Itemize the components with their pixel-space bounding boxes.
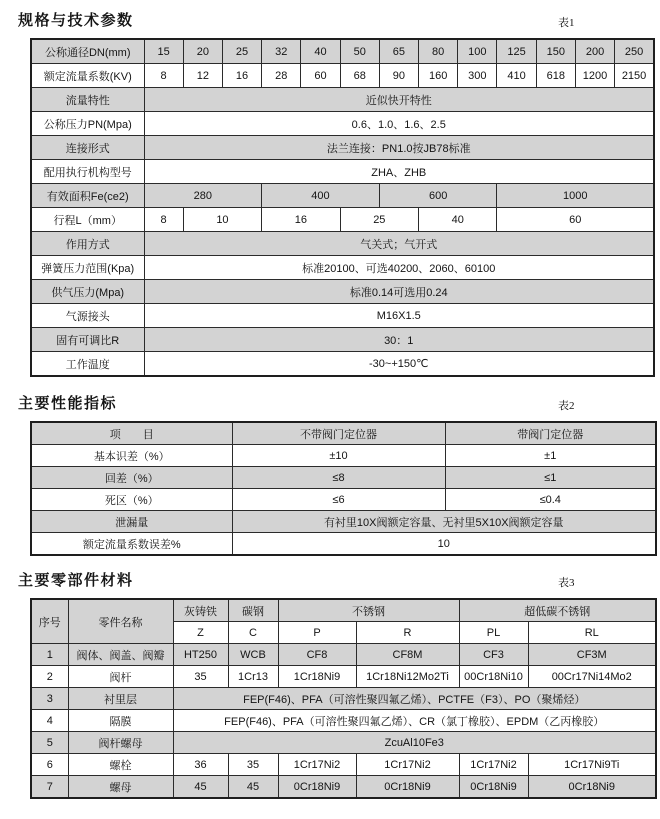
- table-row: [31, 776, 656, 799]
- data-cell: 10: [232, 533, 656, 556]
- row-label-cell: 作用方式: [31, 232, 144, 256]
- row-label-cell: 泄漏量: [31, 511, 232, 533]
- data-cell: 10: [183, 208, 261, 232]
- table-row: [31, 184, 654, 208]
- row-label-cell: 固有可调比R: [31, 328, 144, 352]
- data-cell: 0Cr18Ni9: [356, 776, 459, 799]
- row-label-cell: 流量特性: [31, 88, 144, 112]
- data-cell: 碳钢: [228, 599, 278, 622]
- row-label-cell: 工作温度: [31, 352, 144, 377]
- data-cell: 300: [458, 64, 497, 88]
- row-label-cell: 有效面积Fe(ce2): [31, 184, 144, 208]
- data-cell: 标准0.14可选用0.24: [144, 280, 654, 304]
- data-cell: 90: [379, 64, 418, 88]
- data-cell: FEP(F46)、PFA（可溶性聚四氟乙烯）、PCTFE（F3）、PO（聚烯烃）: [173, 688, 656, 710]
- data-cell: 618: [536, 64, 575, 88]
- data-cell: 标准20100、可选40200、2060、60100: [144, 256, 654, 280]
- data-cell: 隔膜: [68, 710, 173, 732]
- data-cell: 阀杆: [68, 666, 173, 688]
- table-number-label-2: 表2: [558, 400, 575, 412]
- row-label-cell: 3: [31, 688, 68, 710]
- data-cell: 1Cr17Ni9Ti: [528, 754, 656, 776]
- row-label-cell: 序号: [31, 599, 68, 644]
- data-cell: 28: [262, 64, 301, 88]
- data-cell: 1Cr17Ni2: [356, 754, 459, 776]
- row-label-cell: 额定流量系数误差%: [31, 533, 232, 556]
- data-cell: 20: [183, 39, 222, 64]
- data-cell: 150: [536, 39, 575, 64]
- table-row: [31, 489, 656, 511]
- data-cell: 近似快开特性: [144, 88, 654, 112]
- data-cell: 1Cr13: [228, 666, 278, 688]
- section-title-materials: 主要零部件材料: [18, 572, 134, 589]
- data-cell: 30：1: [144, 328, 654, 352]
- data-cell: 有衬里10X阀额定容量、无衬里5X10X阀额定容量: [232, 511, 656, 533]
- data-cell: 68: [340, 64, 379, 88]
- row-label-cell: 项 目: [31, 422, 232, 445]
- data-cell: 410: [497, 64, 536, 88]
- data-cell: 0Cr18Ni9: [528, 776, 656, 799]
- table-row: [31, 88, 654, 112]
- data-cell: 35: [173, 666, 228, 688]
- data-cell: 36: [173, 754, 228, 776]
- table-row: [31, 422, 656, 445]
- table-row: [31, 445, 656, 467]
- data-cell: 35: [228, 754, 278, 776]
- table-row: [31, 533, 656, 556]
- data-cell: 60: [497, 208, 654, 232]
- table-row: [31, 112, 654, 136]
- materials-table: [30, 598, 657, 799]
- table-row: [31, 64, 654, 88]
- section-materials-title-row: [18, 570, 660, 592]
- table-number-label-1: 表1: [558, 17, 575, 29]
- data-cell: 阀杆螺母: [68, 732, 173, 754]
- table-number-label-3: 表3: [558, 577, 575, 589]
- data-cell: 400: [262, 184, 380, 208]
- section-title-specs: 规格与技术参数: [18, 12, 134, 29]
- data-cell: 超低碳不锈钢: [459, 599, 656, 622]
- data-cell: ZHA、ZHB: [144, 160, 654, 184]
- data-cell: CF3M: [528, 644, 656, 666]
- data-cell: 8: [144, 64, 183, 88]
- data-cell: ≤0.4: [445, 489, 656, 511]
- row-label-cell: 气源接头: [31, 304, 144, 328]
- table-row: [31, 136, 654, 160]
- table-row: [31, 710, 656, 732]
- data-cell: 125: [497, 39, 536, 64]
- row-label-cell: 2: [31, 666, 68, 688]
- data-cell: 65: [379, 39, 418, 64]
- data-cell: 不锈钢: [278, 599, 459, 622]
- data-cell: CF3: [459, 644, 528, 666]
- data-cell: 00Cr18Ni10: [459, 666, 528, 688]
- data-cell: ≤8: [232, 467, 445, 489]
- data-cell: 1Cr17Ni2: [278, 754, 356, 776]
- table-row: [31, 732, 656, 754]
- data-cell: 280: [144, 184, 262, 208]
- data-cell: 16: [262, 208, 340, 232]
- data-cell: 1000: [497, 184, 654, 208]
- row-label-cell: 1: [31, 644, 68, 666]
- data-cell: 螺栓: [68, 754, 173, 776]
- performance-table: [30, 421, 657, 556]
- table-row: [31, 39, 654, 64]
- data-cell: 00Cr17Ni14Mo2: [528, 666, 656, 688]
- table-row: [31, 160, 654, 184]
- data-cell: 衬里层: [68, 688, 173, 710]
- data-cell: ±1: [445, 445, 656, 467]
- data-cell: 8: [144, 208, 183, 232]
- table-row: [31, 754, 656, 776]
- row-label-cell: 弹簧压力范围(Kpa): [31, 256, 144, 280]
- row-label-cell: 6: [31, 754, 68, 776]
- section-specs-title-row: [18, 10, 660, 32]
- row-label-cell: 5: [31, 732, 68, 754]
- data-cell: CF8: [278, 644, 356, 666]
- data-cell: R: [356, 622, 459, 644]
- table-row: [31, 328, 654, 352]
- data-cell: ZcuAl10Fe3: [173, 732, 656, 754]
- row-label-cell: 公称压力PN(Mpa): [31, 112, 144, 136]
- table-row: [31, 644, 656, 666]
- row-label-cell: 死区（%）: [31, 489, 232, 511]
- data-cell: 25: [222, 39, 261, 64]
- data-cell: 60: [301, 64, 340, 88]
- specs-table: [30, 38, 655, 377]
- data-cell: 0.6、1.0、1.6、2.5: [144, 112, 654, 136]
- data-cell: P: [278, 622, 356, 644]
- data-cell: 25: [340, 208, 418, 232]
- data-cell: 灰铸铁: [173, 599, 228, 622]
- data-cell: ±10: [232, 445, 445, 467]
- data-cell: 45: [173, 776, 228, 799]
- row-label-cell: 公称通径DN(mm): [31, 39, 144, 64]
- row-label-cell: 行程L（mm）: [31, 208, 144, 232]
- section-title-performance: 主要性能指标: [18, 395, 118, 412]
- row-label-cell: 额定流量系数(KV): [31, 64, 144, 88]
- section-performance-title-row: [18, 393, 660, 415]
- table-row: [31, 688, 656, 710]
- data-cell: -30~+150℃: [144, 352, 654, 377]
- row-label-cell: 基本识差（%）: [31, 445, 232, 467]
- row-label-cell: 7: [31, 776, 68, 799]
- data-cell: 45: [228, 776, 278, 799]
- row-label-cell: 供气压力(Mpa): [31, 280, 144, 304]
- data-cell: CF8M: [356, 644, 459, 666]
- data-cell: C: [228, 622, 278, 644]
- data-cell: 1Cr17Ni2: [459, 754, 528, 776]
- data-cell: FEP(F46)、PFA（可溶性聚四氟乙烯）、CR（氯丁橡胶）、EPDM（乙丙橡胶）: [173, 710, 656, 732]
- data-cell: 50: [340, 39, 379, 64]
- data-cell: 1Cr18Ni12Mo2Ti: [356, 666, 459, 688]
- data-cell: 气关式；气开式: [144, 232, 654, 256]
- data-cell: 0Cr18Ni9: [278, 776, 356, 799]
- data-cell: M16X1.5: [144, 304, 654, 328]
- data-cell: 160: [419, 64, 458, 88]
- table-row: [31, 467, 656, 489]
- table-row: [31, 599, 656, 622]
- data-cell: 40: [419, 208, 497, 232]
- data-cell: 16: [222, 64, 261, 88]
- data-cell: 200: [575, 39, 614, 64]
- data-cell: 不带阀门定位器: [232, 422, 445, 445]
- table-row: [31, 511, 656, 533]
- data-cell: WCB: [228, 644, 278, 666]
- data-cell: 600: [379, 184, 497, 208]
- table-row: [31, 280, 654, 304]
- table-row: [31, 232, 654, 256]
- data-cell: 带阀门定位器: [445, 422, 656, 445]
- data-cell: 100: [458, 39, 497, 64]
- data-cell: 40: [301, 39, 340, 64]
- data-cell: 15: [144, 39, 183, 64]
- data-cell: 1Cr18Ni9: [278, 666, 356, 688]
- data-cell: 250: [615, 39, 654, 64]
- data-cell: PL: [459, 622, 528, 644]
- table-row: [31, 256, 654, 280]
- row-label-cell: 配用执行机构型号: [31, 160, 144, 184]
- data-cell: 阀体、阀盖、阀瓣: [68, 644, 173, 666]
- data-cell: ≤1: [445, 467, 656, 489]
- row-label-cell: 4: [31, 710, 68, 732]
- data-cell: RL: [528, 622, 656, 644]
- data-cell: 零件名称: [68, 599, 173, 644]
- row-label-cell: Z: [173, 622, 228, 644]
- row-label-cell: 回差（%）: [31, 467, 232, 489]
- table-row: [31, 304, 654, 328]
- data-cell: 螺母: [68, 776, 173, 799]
- table-row: [31, 666, 656, 688]
- data-cell: 32: [262, 39, 301, 64]
- data-cell: ≤6: [232, 489, 445, 511]
- data-cell: 80: [419, 39, 458, 64]
- data-cell: 法兰连接：PN1.0按JB78标准: [144, 136, 654, 160]
- data-cell: 1200: [575, 64, 614, 88]
- data-cell: 2150: [615, 64, 654, 88]
- table-row: [31, 352, 654, 377]
- row-label-cell: 连接形式: [31, 136, 144, 160]
- table-row: [31, 208, 654, 232]
- data-cell: HT250: [173, 644, 228, 666]
- data-cell: 12: [183, 64, 222, 88]
- data-cell: 0Cr18Ni9: [459, 776, 528, 799]
